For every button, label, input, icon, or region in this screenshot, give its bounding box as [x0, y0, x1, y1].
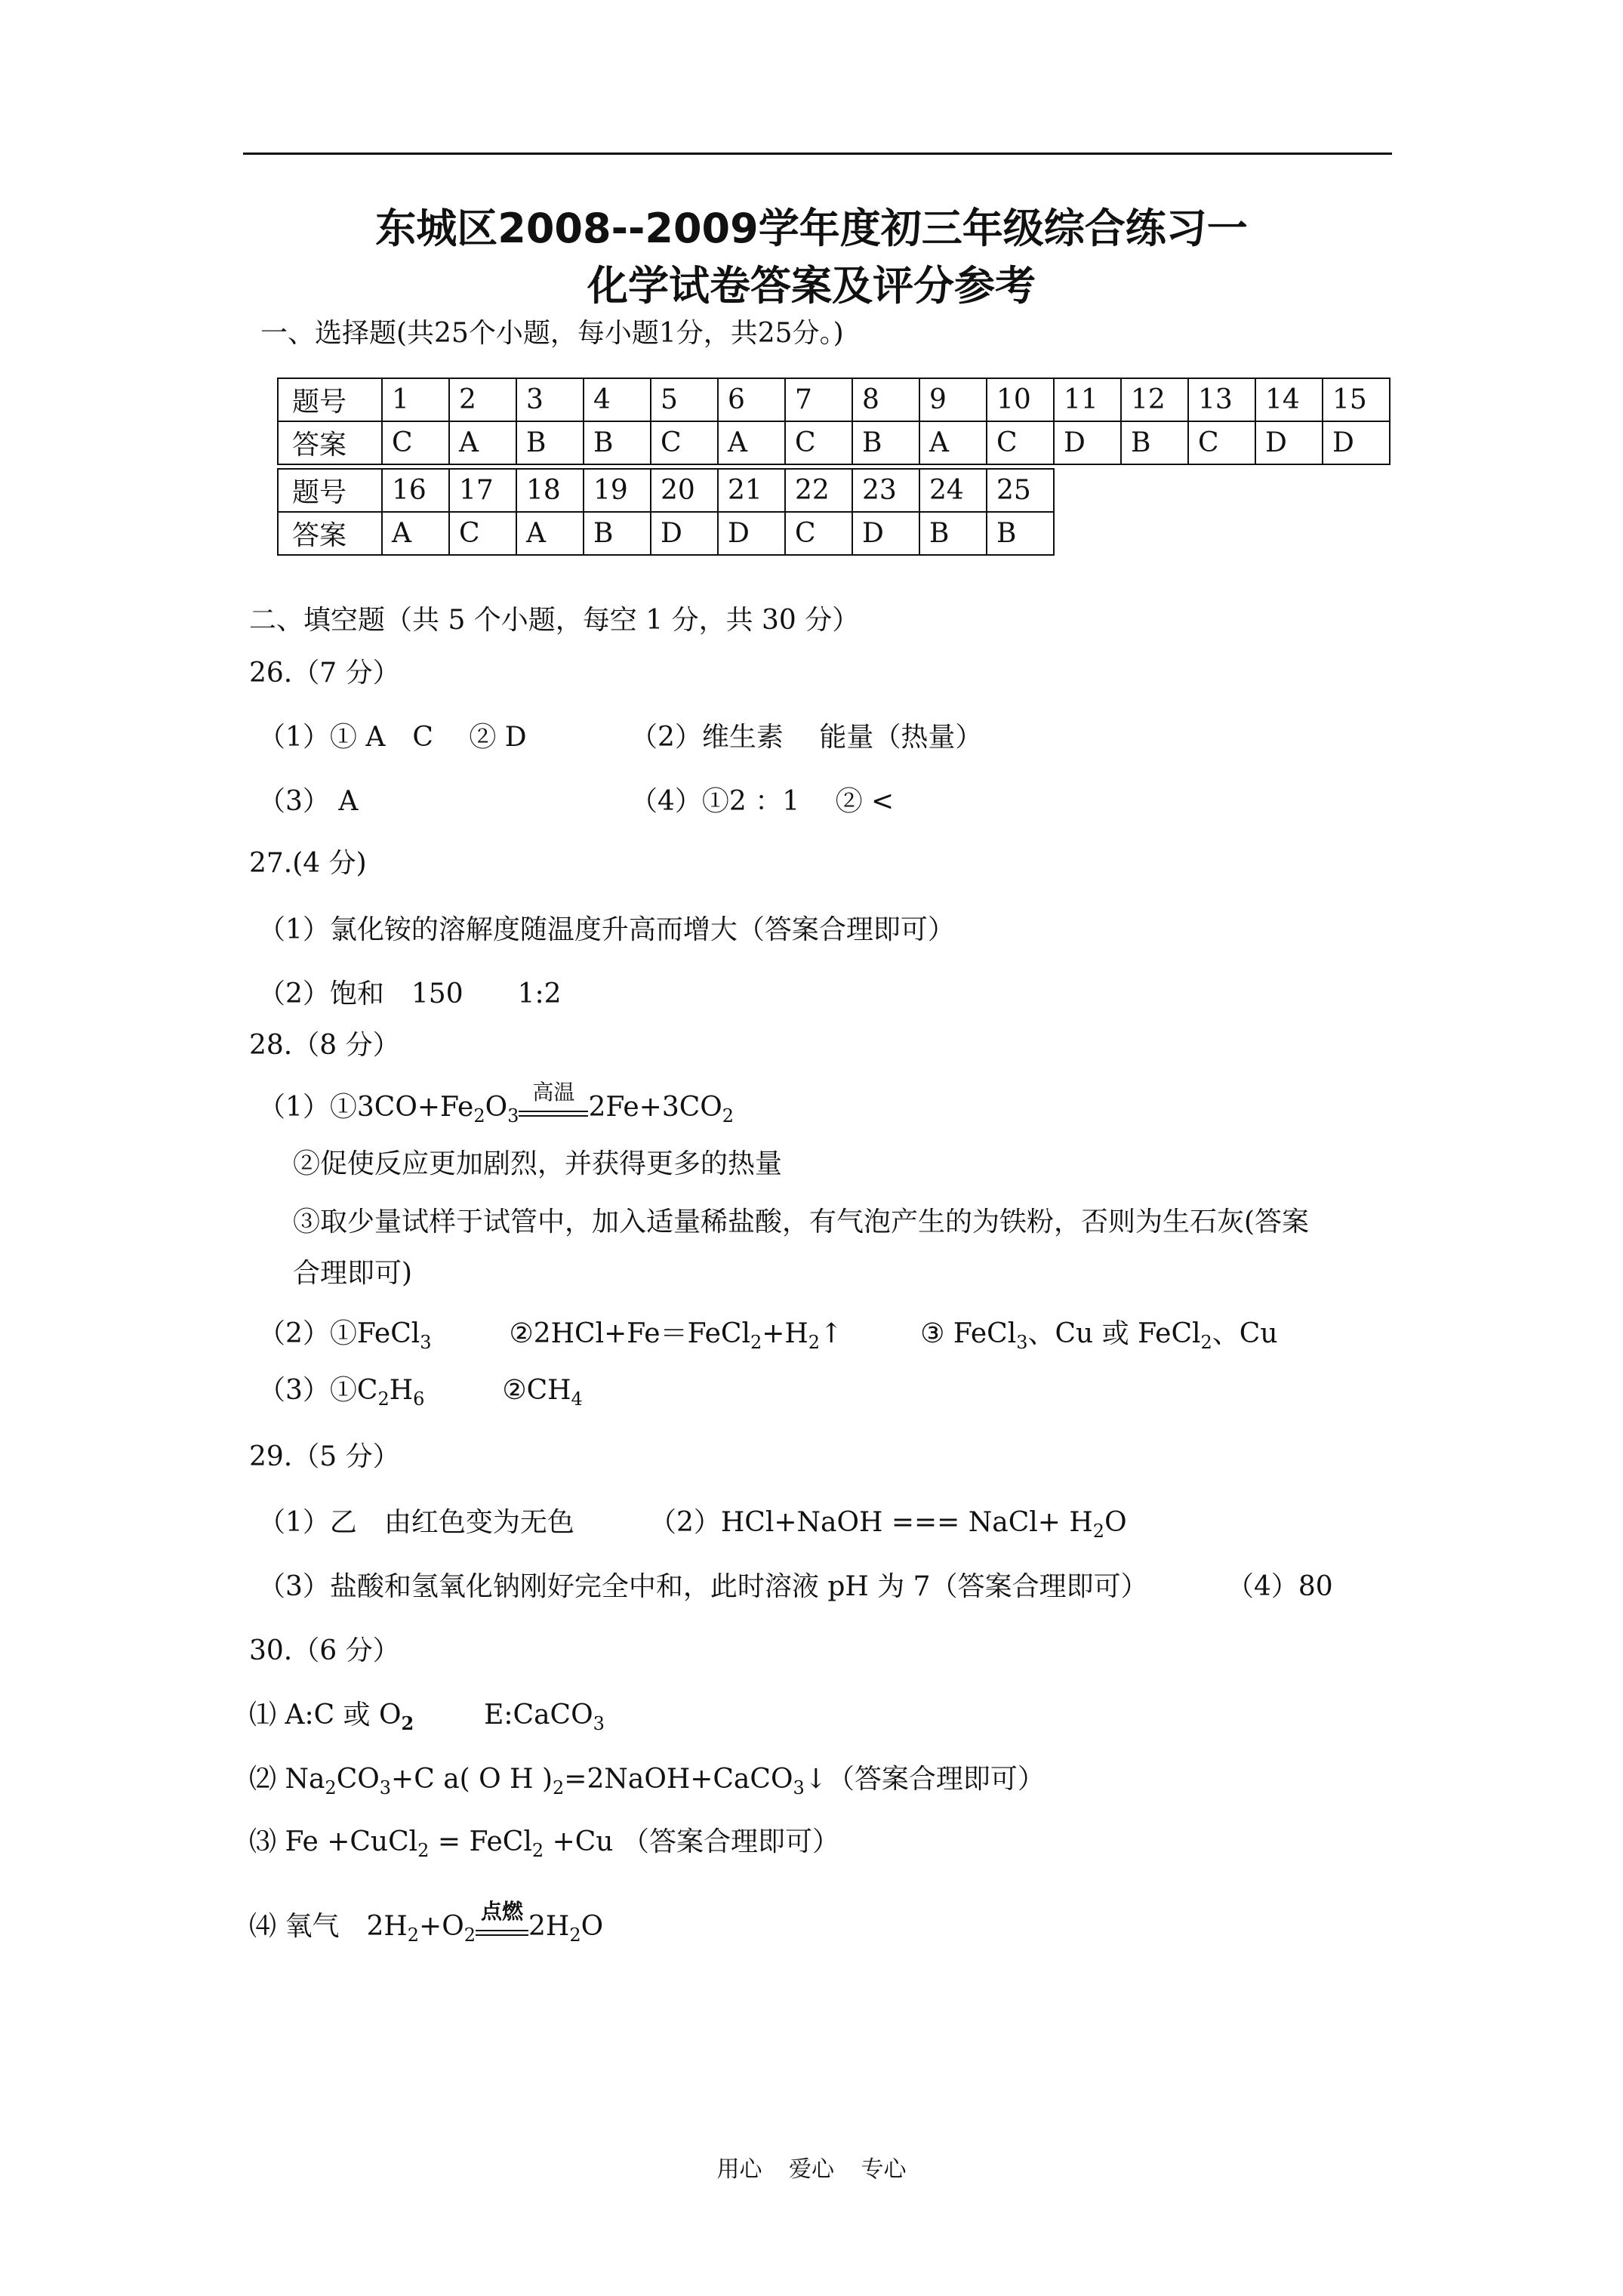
table-cell: 10 [987, 378, 1054, 421]
table-cell: 18 [516, 469, 584, 512]
table-cell: 20 [651, 469, 718, 512]
table-cell: C [987, 421, 1054, 464]
section-2-heading: 二、填空题（共 5 个小题，每空 1 分，共 30 分） [249, 605, 860, 636]
q28-answer-1-2: ②促使反应更加剧烈，并获得更多的热量 [293, 1148, 783, 1179]
table-cell: 24 [919, 469, 987, 512]
table-cell: C [1188, 421, 1255, 464]
table-cell: B [516, 421, 584, 464]
q26-heading: 26.（7 分） [249, 658, 400, 689]
answer-row [278, 421, 1390, 464]
row-label: 答案 [278, 512, 382, 555]
q28-a2-3: ③ FeCl [920, 1318, 1017, 1349]
page-subtitle: 化学试卷答案及评分参考 [587, 262, 1036, 310]
q26-answer-1: （1）① A C ② D [258, 722, 527, 753]
table-cell: A [718, 421, 785, 464]
q28-a2-1: （2）①FeCl [258, 1318, 420, 1349]
q30-answer-2: ⑵ $Na_2CO_3+C$ a( O H )$_2=2NaOH+CaCO_3↓$（答案合理即可） [249, 1764, 1045, 1798]
answer-row [278, 512, 1054, 555]
question-number-row [278, 378, 1390, 421]
table-cell: D [651, 512, 718, 555]
q28-eq-left: （1）①3CO+Fe [258, 1092, 474, 1123]
q28-a3-1: （3）①C [258, 1375, 378, 1406]
table-cell: 21 [718, 469, 785, 512]
table-cell: C [449, 512, 516, 555]
q28-eq-right: 2Fe+3CO [588, 1092, 722, 1123]
q29-heading: 29.（5 分） [249, 1441, 400, 1472]
q29-answer-1: （1）乙 由红色变为无色 [258, 1507, 574, 1538]
reaction-condition-arrow [476, 1899, 528, 1943]
table-cell: B [987, 512, 1054, 555]
table-cell: A [516, 512, 584, 555]
answer-table-2 [277, 468, 1055, 556]
table-cell: 19 [584, 469, 651, 512]
table-cell: B [1121, 421, 1188, 464]
table-cell: 23 [852, 469, 919, 512]
q28-a3-2: ②CH [502, 1375, 571, 1406]
table-cell: 14 [1255, 378, 1323, 421]
table-cell: 4 [584, 378, 651, 421]
table-cell: 13 [1188, 378, 1255, 421]
q26-answer-4: （4）①2 ：1 ② < [630, 786, 895, 817]
table-cell: 8 [852, 378, 919, 421]
q29-answer-4: （4）80 [1227, 1571, 1333, 1602]
q29-answer-3: （3）盐酸和氢氧化钠刚好完全中和，此时溶液 pH 为 7（答案合理即可） [258, 1571, 1148, 1602]
q28-heading: 28.（8 分） [249, 1030, 400, 1061]
table-cell: 1 [382, 378, 449, 421]
q30-heading: 30.（6 分） [249, 1635, 400, 1666]
table-cell: 3 [516, 378, 584, 421]
table-cell: D [1054, 421, 1121, 464]
section-1-heading: 一、选择题(共25个小题，每小题1分，共25分。) [260, 318, 844, 349]
page-title: 东城区2008--2009学年度初三年级综合练习一 [375, 205, 1248, 252]
table-cell: 15 [1323, 378, 1390, 421]
table-cell: B [584, 421, 651, 464]
table-cell: C [785, 512, 852, 555]
table-cell: A [449, 421, 516, 464]
q28-answer-1-3: ③取少量试样于试管中，加入适量稀盐酸，有气泡产生的为铁粉，否则为生石灰(答案 [293, 1207, 1310, 1237]
table-cell: C [785, 421, 852, 464]
q28-a2-2: ②2HCl+Fe＝FeCl [509, 1318, 750, 1349]
table-cell: 9 [919, 378, 987, 421]
row-label: 题号 [278, 469, 382, 512]
reaction-condition-arrow [519, 1080, 588, 1124]
table-cell: A [919, 421, 987, 464]
q27-answer-1: （1）氯化铵的溶解度随温度升高而增大（答案合理即可） [258, 914, 955, 945]
table-cell: 12 [1121, 378, 1188, 421]
table-cell: 6 [718, 378, 785, 421]
table-cell: 5 [651, 378, 718, 421]
condition-high-temp: 高温 [532, 1080, 575, 1105]
table-cell: D [718, 512, 785, 555]
q30-answer-4: ⑷ 氧气 $2H_2+O_2$ 点燃 $2H_2O$ [249, 1910, 603, 1943]
q26-answer-3: （3） A [258, 786, 359, 817]
table-cell: 7 [785, 378, 852, 421]
table-cell: D [1323, 421, 1390, 464]
table-cell: B [852, 421, 919, 464]
table-cell: 16 [382, 469, 449, 512]
table-cell: D [852, 512, 919, 555]
table-cell: 17 [449, 469, 516, 512]
q27-heading: 27.(4 分) [249, 848, 367, 879]
table-cell: 11 [1054, 378, 1121, 421]
q27-answer-2: （2）饱和 150 1:2 [258, 978, 562, 1009]
table-cell: D [1255, 421, 1323, 464]
answer-table-1 [277, 378, 1390, 465]
q28-answer-2: （2）①FeCl$_3$ $②2HCl+Fe=FeCl_2+H_2↑$ ③ FeCl$_3$、Cu 或 FeCl$_2$、Cu [258, 1318, 1278, 1353]
table-cell: 22 [785, 469, 852, 512]
row-label: 题号 [278, 378, 382, 421]
question-number-row [278, 469, 1054, 512]
table-cell: B [584, 512, 651, 555]
table-cell: C [382, 421, 449, 464]
q28-answer-1-1: $(1)①3CO+Fe_2O_3$ 高温 $2Fe+3CO_2$ [258, 1091, 734, 1124]
table-cell: 25 [987, 469, 1054, 512]
q29-answer-2: （2）HCl+NaOH === NaCl+ $H_2O$ [649, 1507, 1127, 1542]
condition-ignite: 点燃 [480, 1899, 523, 1924]
table-cell: C [651, 421, 718, 464]
q28-answer-1-3b: 合理即可) [293, 1258, 413, 1289]
q26-answer-2: （2）维生素 能量（热量） [630, 722, 983, 753]
table-cell: 2 [449, 378, 516, 421]
q30-answer-1: ⑴ A:C 或 $O_2$ E:CaCO$_3$ [249, 1700, 605, 1734]
table-cell: A [382, 512, 449, 555]
q30-answer-3: ⑶ Fe +CuCl$_2$ = FeCl$_2$ +Cu （答案合理即可） [249, 1826, 839, 1861]
header-rule [243, 153, 1392, 155]
q28-answer-3: $(3)①C_2H_6$ $②CH_4$ [258, 1375, 583, 1410]
page-footer: 用心 爱心 专心 [716, 2156, 907, 2183]
table-cell: B [919, 512, 987, 555]
row-label: 答案 [278, 421, 382, 464]
